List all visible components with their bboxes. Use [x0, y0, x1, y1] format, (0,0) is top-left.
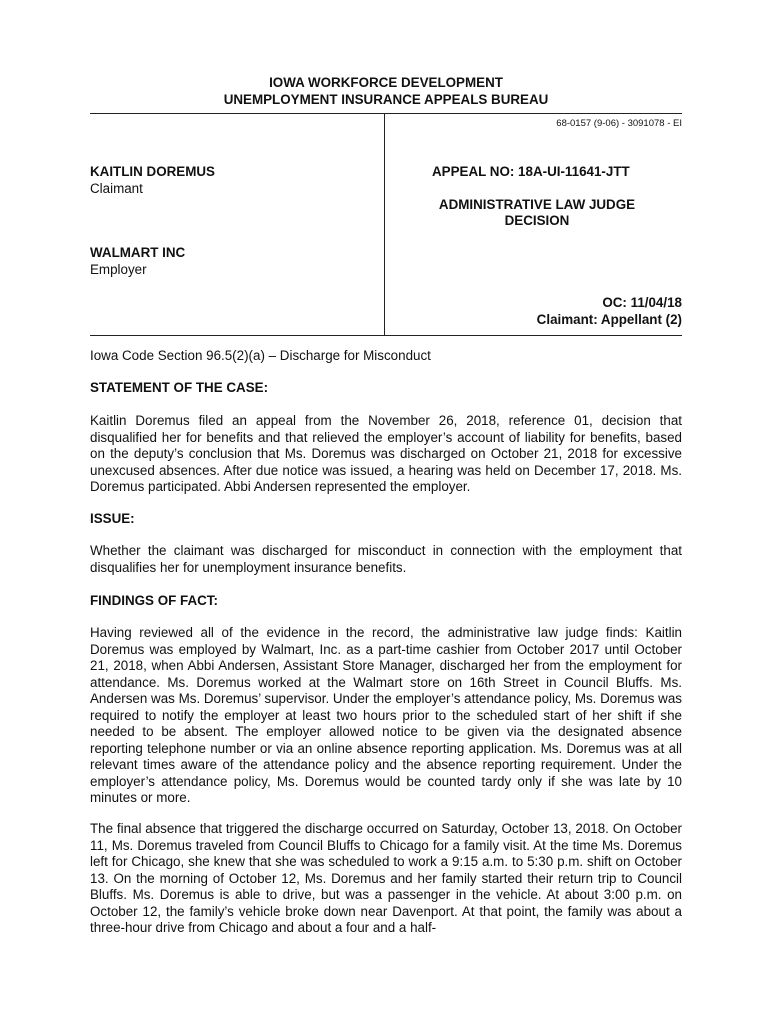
findings-paragraph-1: Having reviewed all of the evidence in the record, the administrative law judge finds: Kaitlin Doremus was employed by Walmart, Inc. as a part-time cashier from October 2017 until October 21, 2018, when Abbi Andersen, Assistant Store Manager, discharged her from the employment for attendance. Ms. Doremus worked at the Walmart store on 16th Street in Council Bluffs. Ms. Andersen was Ms. Doremus’ supervisor. Under the employer’s attendance policy, Ms. Doremus was required to notify the employer at least two hours prior to the scheduled start of her shift if she needed to be absent. The employer allowed notice to be given via the designated absence reporting telephone number or via an online absence reporting application. Ms. Doremus was at all relevant times aware of the attendance policy and the absence reporting requirement. Under the employer’s attendance policy, Ms. Doremus would be counted tardy only if she was late by 10 minutes or more.: [90, 625, 682, 805]
decision-title-line1: ADMINISTRATIVE LAW JUDGE: [438, 197, 636, 212]
findings-heading: FINDINGS OF FACT:: [90, 593, 218, 608]
code-section: Iowa Code Section 96.5(2)(a) – Discharge for Misconduct: [90, 348, 431, 363]
appeal-number: APPEAL NO: 18A-UI-11641-JTT: [432, 164, 630, 179]
header-rule: [90, 113, 682, 114]
decision-title-line2: DECISION: [504, 213, 570, 228]
statement-text: Kaitlin Doremus filed an appeal from the November 26, 2018, reference 01, decision that disqualified her for benefits and that relieved the employer’s account of liability for benefits, based on the deputy’s conclusion that Ms. Doremus was discharged on October 21, 2018 for excessive unexcused absences. After due notice was issued, a hearing was held on December 17, 2018. Ms. Doremus participated. Abbi Andersen represented the employer.: [90, 413, 682, 494]
caption-divider: [384, 113, 385, 335]
issue-text: Whether the claimant was discharged for misconduct in connection with the employment that disqualifies her for unemployment insurance benefits.: [90, 543, 682, 575]
agency-title: IOWA WORKFORCE DEVELOPMENT: [269, 75, 503, 90]
caption-bottom-rule: [90, 335, 682, 336]
bureau-title: UNEMPLOYMENT INSURANCE APPEALS BUREAU: [223, 92, 549, 107]
employer-role: Employer: [90, 262, 147, 277]
claimant-status: Claimant: Appellant (2): [536, 312, 682, 327]
claimant-name: KAITLIN DOREMUS: [90, 164, 215, 179]
oc-date: OC: 11/04/18: [602, 295, 682, 310]
employer-name: WALMART INC: [90, 245, 186, 260]
statement-heading: STATEMENT OF THE CASE:: [90, 380, 269, 395]
issue-heading: ISSUE:: [90, 511, 135, 526]
form-number: 68-0157 (9-06) - 3091078 - EI: [556, 118, 682, 129]
findings-paragraph-2: The final absence that triggered the discharge occurred on Saturday, October 13, 2018. On October 11, Ms. Doremus traveled from Council Bluffs to Chicago for a family visit. At the time Ms. Doremus left for Chicago, she knew that she was scheduled to work a 9:15 a.m. to 5:30 p.m. shift on October 13. On the morning of October 12, Ms. Doremus and her family started their return trip to Council Bluffs. Ms. Doremus is able to drive, but was a passenger in the vehicle. At about 3:00 p.m. on October 12, the family’s vehicle broke down near Davenport. At that point, the family was about a three-hour drive from Chicago and about a four and a half-: [90, 821, 682, 935]
claimant-role: Claimant: [90, 181, 143, 196]
